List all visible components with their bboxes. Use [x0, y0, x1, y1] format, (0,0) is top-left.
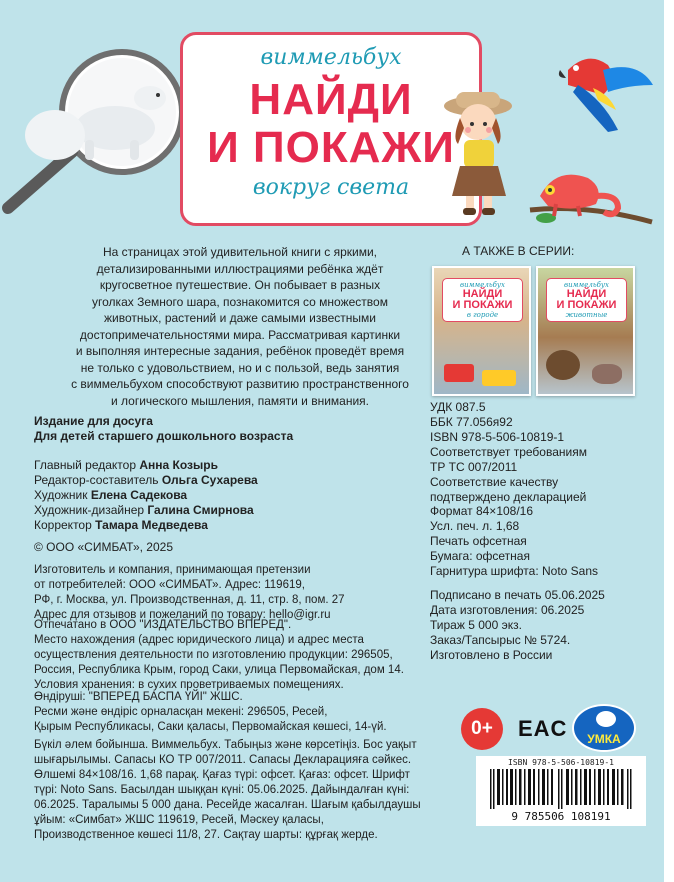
manufacturer-line: от потребителей: ООО «СИМБАТ». Адрес: 119619,	[34, 579, 305, 591]
spec-line: Печать офсетная	[430, 534, 527, 548]
printed-line: Отпечатано в ООО "ИЗДАТЕЛЬСТВО ВПЕРЕД".	[34, 619, 292, 631]
edition-info	[34, 414, 293, 444]
manufacturer-info	[34, 563, 345, 623]
kazakh-line: 06.2025. Таралымы 5 000 дана. Ресейде жасалған. Шағым қабылдаушы	[34, 799, 421, 811]
credit-row	[34, 503, 258, 518]
parrot-illustration	[548, 40, 658, 140]
credit-name: Тамара Медведева	[95, 518, 208, 532]
manufacturer-line: Адрес для отзывов и пожеланий по товару: hello@igr.ru	[34, 609, 331, 621]
book-description	[60, 244, 420, 409]
barcode	[476, 756, 646, 826]
printed-line: осуществления деятельности по изготовлению продукции: 296505,	[34, 649, 393, 661]
description-line: и логического мышления, памяти и внимания.	[111, 393, 369, 408]
series-book-label: виммельбух	[564, 281, 609, 289]
series-heading: А ТАКЖЕ В СЕРИИ:	[462, 244, 575, 258]
credit-name: Ольга Сухарева	[161, 473, 258, 487]
credit-role: Корректор	[34, 518, 92, 532]
kazakh-line: түрі: Noto Sans. Басылдан шыққан күні: 05.06.2025. Дайындалған күні:	[34, 784, 410, 796]
spec-line: Гарнитура шрифта: Noto Sans	[430, 564, 599, 578]
print-info-line: Заказ/Тапсырыс № 5724.	[430, 633, 571, 647]
barcode-isbn: ISBN 978-5-506-10819-1	[508, 758, 614, 767]
manufacturer-line: РФ, г. Москва, ул. Производственная, д. 11, стр. 8, пом. 27	[34, 594, 345, 606]
classification-line: ТР ТС 007/2011	[430, 460, 518, 474]
description-line: детализированными иллюстрациями ребёнка ждёт	[96, 261, 384, 276]
classification-line: Соответствие качеству	[430, 475, 559, 489]
kazakh-producer-info	[34, 690, 387, 735]
manufacturer-line: Изготовитель и компания, принимающая претензии	[34, 564, 311, 576]
edition-line-2: Для детей старшего дошкольного возраста	[34, 429, 294, 443]
credit-role: Художник-дизайнер	[34, 503, 145, 517]
spec-line: Формат 84×108/16	[430, 504, 534, 518]
description-line: животных, растений и даже самыми известными	[104, 311, 376, 325]
kazakh-line: Ресми және өндіріс орналасқан мекені: 296505, Ресей,	[34, 706, 328, 718]
spec-line: Усл. печ. л. 1,68	[430, 519, 520, 533]
series-book-title	[546, 278, 627, 322]
classification-info	[430, 400, 587, 505]
description-line: кругосветное путешествие. Он побывает в разных	[99, 278, 381, 292]
series-book-title-2: И ПОКАЖИ	[452, 299, 513, 311]
publisher-logo	[572, 704, 636, 752]
series-book-label: виммельбух	[460, 281, 505, 289]
credit-row	[34, 473, 258, 488]
series-book-sub: в городе	[466, 311, 499, 319]
series-book-title-1: НАЙДИ	[462, 288, 503, 300]
description-line: На страницах этой удивительной книги с яркими,	[102, 245, 377, 259]
kazakh-line: Бүкіл әлем бойынша. Виммельбух. Табыңыз және көрсетіңіз. Бос уақыт	[34, 739, 417, 751]
copyright: © ООО «СИМБАТ», 2025	[34, 540, 173, 554]
barcode-bars	[490, 769, 632, 809]
credit-role: Редактор-составитель	[34, 473, 159, 487]
credit-name: Анна Козырь	[139, 458, 218, 472]
description-line: и выполняя интересные задания, ребёнок проведёт время	[75, 344, 405, 358]
print-info-line: Изготовлено в России	[430, 648, 553, 662]
credit-row	[34, 518, 258, 533]
description-line: не только с удовольствием, но и с пользой, ведь занятия	[80, 360, 400, 375]
credits	[34, 458, 258, 533]
series-book-title-2: И ПОКАЖИ	[556, 299, 617, 311]
credit-role: Главный редактор	[34, 458, 137, 472]
series-book-sub: животные	[565, 311, 608, 319]
printed-line: Место нахождения (адрес юридического лица) и адрес места	[34, 634, 364, 646]
description-line: достопримечательностями мира. Рассматривая картинки	[79, 327, 401, 342]
edition-line-1: Издание для досуга	[34, 414, 153, 428]
cover-subtitle: вокруг света	[252, 175, 410, 200]
kazakh-line: ұйым: «Симбат» ЖШС 119619, Ресей, Мәскеу қаласы,	[34, 814, 324, 826]
kazakh-line: шығарылымы. Сапасы КО ТР 007/2011. Сапасы Декларацияға сәйкес.	[34, 754, 412, 766]
description-line: уголках Земного шара, познакомится со множеством	[92, 294, 388, 309]
credit-role: Художник	[34, 488, 88, 502]
classification-line: подтверждено декларацией	[430, 490, 587, 504]
series-book-city	[432, 266, 531, 396]
print-info	[430, 588, 605, 663]
magnifier-polar-bear-illustration	[0, 40, 200, 220]
printed-line: Россия, Республика Крым, город Саки, улица Первомайская, дом 14.	[34, 664, 404, 676]
series-book-title-1: НАЙДИ	[566, 288, 607, 300]
specs-info	[430, 504, 598, 579]
series-book-title	[442, 278, 523, 322]
credit-name: Галина Смирнова	[147, 503, 254, 517]
classification-line: Соответствует требованиям	[430, 445, 587, 459]
classification-line: ISBN 978-5-506-10819-1	[430, 430, 565, 444]
age-rating-badge: 0+	[461, 708, 503, 750]
spec-line: Бумага: офсетная	[430, 549, 530, 563]
girl-explorer-illustration	[430, 88, 530, 220]
title-line-2: И ПОКАЖИ	[207, 123, 455, 172]
chameleon-illustration	[526, 160, 656, 230]
credit-row	[34, 488, 258, 503]
printed-line: Условия хранения: в сухих проветриваемых помещениях.	[34, 679, 344, 691]
kazakh-line: Қырым Республикасы, Саки қаласы, Первомайская көшесі, 14-үй.	[34, 721, 387, 733]
title-line-1: НАЙДИ	[249, 75, 413, 124]
description-line: с виммельбухом способствуют развитию пространственного	[71, 377, 409, 391]
publisher-logo-text: УМКА	[587, 732, 621, 746]
kazakh-book-info	[34, 738, 421, 843]
eac-mark-icon: EAC	[518, 716, 568, 741]
kazakh-line: Өлшемі 84×108/16. 1,68 парақ. Қағаз түрі: офсет. Қағаз: офсет. Шрифт	[34, 769, 410, 781]
kazakh-line: Производственное көшесі 11/8, 27. Сақтау шарты: құрғақ жерде.	[34, 829, 378, 841]
credit-row	[34, 458, 258, 473]
barcode-digits: 9 785506 108191	[511, 810, 611, 823]
kazakh-line: Өндіруші: "ВПЕРЕД БАСПА ҮЙІ" ЖШС.	[34, 691, 243, 703]
printed-info	[34, 618, 404, 693]
series-label: виммельбух	[260, 45, 402, 70]
print-info-line: Подписано в печать 05.06.2025	[430, 588, 605, 602]
classification-line: УДК 087.5	[430, 400, 486, 414]
print-info-line: Дата изготовления: 06.2025	[430, 603, 585, 617]
series-book-animals	[536, 266, 635, 396]
credit-name: Елена Садекова	[90, 488, 188, 502]
classification-line: ББК 77.056я92	[430, 415, 513, 429]
print-info-line: Тираж 5 000 экз.	[430, 618, 522, 632]
